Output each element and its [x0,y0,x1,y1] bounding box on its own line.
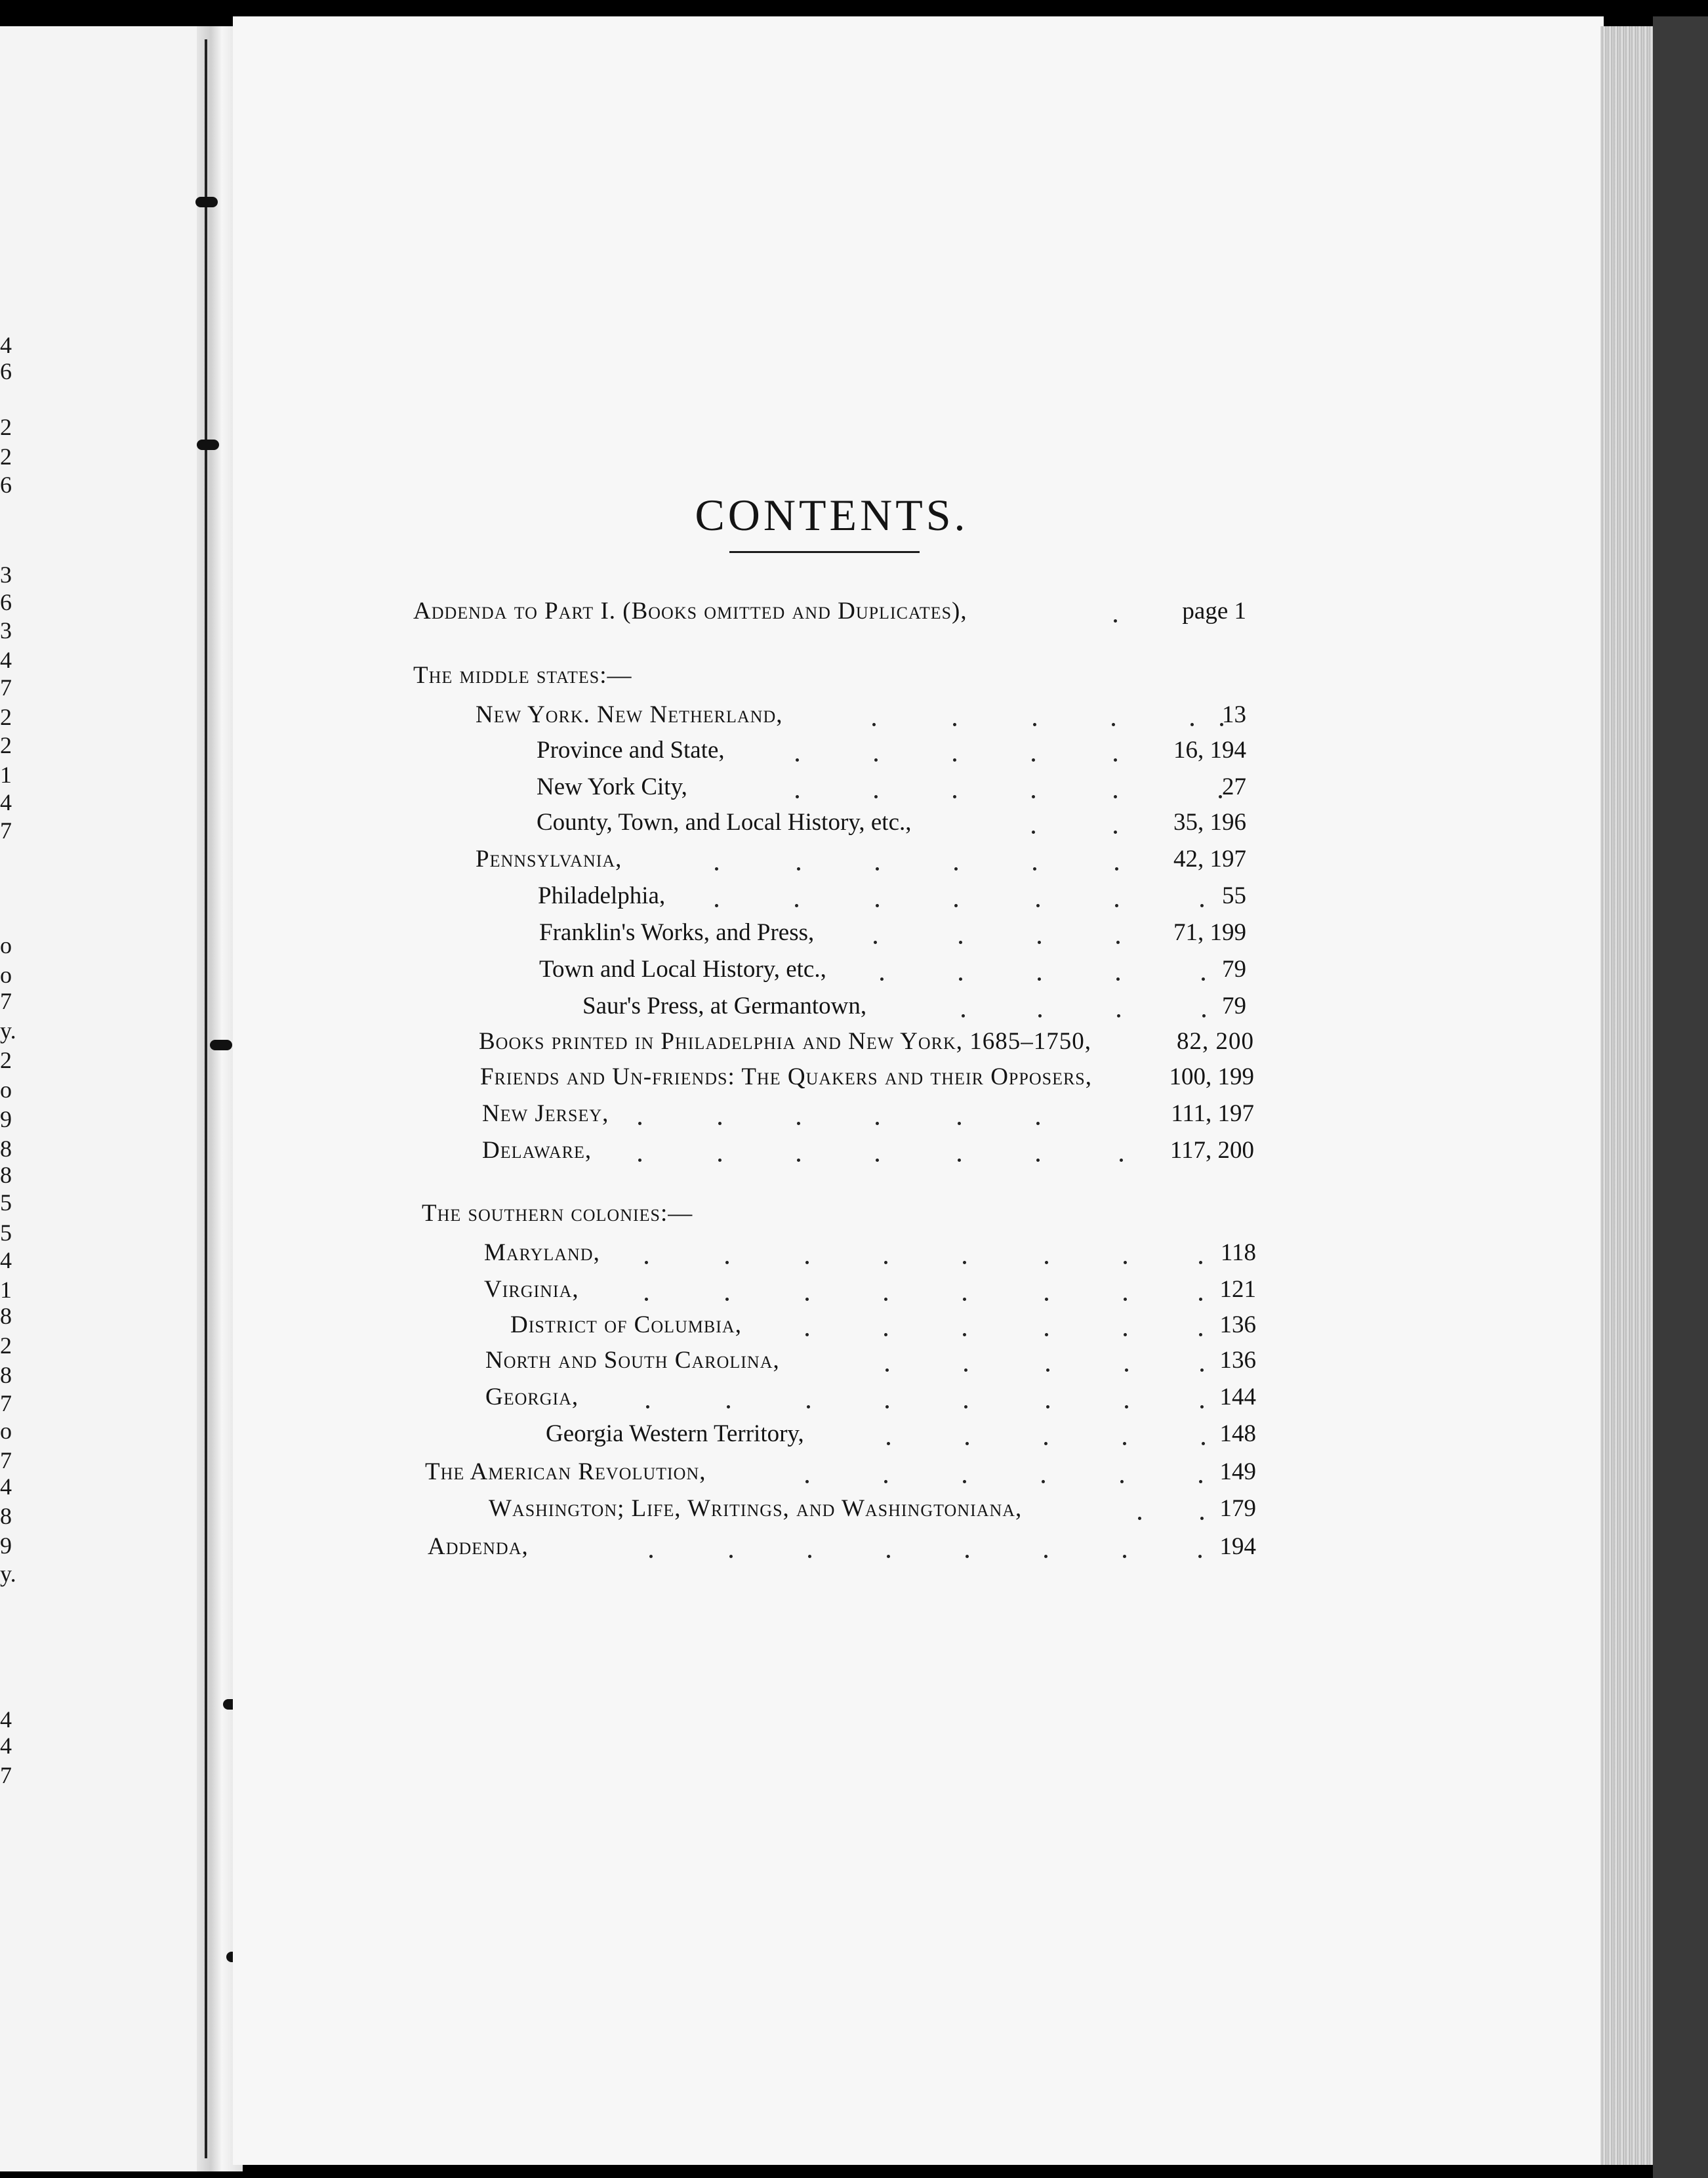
toc-entry-pages: 118 [1220,1239,1256,1266]
margin-number: 3 [0,562,12,588]
toc-entry-label: Saur's Press, at Germantown, [582,993,867,1019]
toc-entry-label: Pennsylvania, [476,846,622,873]
toc-entry-label: New York. New Netherland, [476,701,783,728]
margin-number: 9 [0,1106,12,1132]
margin-number: y. [0,1561,16,1587]
toc-entry-pages: 82, 200 [1177,1028,1254,1055]
toc-entry [479,1027,1254,1060]
margin-number: 4 [0,789,12,815]
margin-number: 9 [0,1532,12,1559]
toc-entry-label: County, Town, and Local History, etc., [537,809,912,836]
margin-number: 4 [0,332,12,358]
toc-entry-label: Maryland, [484,1239,600,1266]
toc-entry-label: Addenda to Part I. (Books omitted and Duplicates), [413,598,967,625]
margin-number: 2 [0,1332,12,1359]
margin-number: o [0,932,12,958]
toc-entry [537,773,1246,806]
margin-number: 6 [0,358,12,384]
toc-entry [546,1420,1256,1452]
margin-number: 7 [0,1390,12,1416]
margin-number: 7 [0,1762,12,1788]
toc-entry [428,1532,1256,1565]
toc-section-heading: The southern colonies:— [422,1200,693,1227]
toc-entry [582,992,1246,1025]
toc-entry-label: Franklin's Works, and Press, [539,919,815,946]
toc-entry [539,955,1246,988]
toc-entry [482,1136,1254,1169]
margin-number: 7 [0,674,12,701]
toc-entry [485,1383,1256,1416]
margin-number: 2 [0,414,12,440]
toc-entry [484,1239,1256,1271]
margin-number: 4 [0,1733,12,1759]
margin-number: 1 [0,762,12,788]
title-rule [729,551,920,553]
margin-number: o [0,1077,12,1103]
margin-number: 5 [0,1220,12,1246]
toc-entry [485,1346,1256,1379]
book-cover-board [1653,16,1708,2178]
toc-entry [510,1311,1256,1344]
toc-entry-label: Province and State, [537,737,725,764]
margin-number: 8 [0,1503,12,1529]
margin-number: 4 [0,647,12,673]
toc-page-label: page [1182,598,1229,625]
toc-entry-label: North and South Carolina, [485,1347,780,1374]
toc-entry-label: Delaware, [482,1137,592,1164]
page-title: CONTENTS. [695,489,969,540]
binding-stitch [197,440,219,450]
binding-thread [205,39,207,2158]
toc-entry-pages: 149 [1219,1458,1256,1485]
margin-number: 7 [0,817,12,844]
toc-entry-pages: 136 [1219,1347,1256,1374]
toc-entry-pages: 111, 197 [1171,1100,1254,1127]
toc-entry-pages: page 1 [1182,598,1246,625]
toc-entry-pages: 79 [1222,956,1246,983]
margin-number: 8 [0,1162,12,1188]
binding-stitch [195,197,218,207]
margin-number: 6 [0,472,12,498]
margin-number: 8 [0,1303,12,1329]
toc-entry [425,1458,1256,1490]
toc-entry-pages: 27 [1222,773,1246,800]
margin-number: 4 [0,1247,12,1273]
toc-entry [480,1063,1254,1096]
toc-entry [476,845,1246,878]
toc-entry-pages: 194 [1219,1533,1256,1560]
margin-number: 8 [0,1362,12,1388]
margin-number: 4 [0,1706,12,1733]
toc-entry-pages: 42, 197 [1173,846,1246,873]
binding-stitch [210,1040,232,1050]
toc-entry-label: Georgia Western Territory, [546,1420,804,1447]
margin-number: 6 [0,589,12,615]
toc-entry-pages: 79 [1222,993,1246,1019]
toc-entry [538,882,1246,914]
margin-number: 3 [0,617,12,644]
toc-entry [489,1494,1256,1527]
toc-entry-pages: 117, 200 [1169,1137,1254,1164]
margin-number: 2 [0,1047,12,1073]
margin-number: 7 [0,1447,12,1473]
toc-entry-label: Philadelphia, [538,882,666,909]
margin-number: 5 [0,1189,12,1216]
margin-number: o [0,962,12,988]
margin-number: y. [0,1017,16,1044]
margin-number: 7 [0,988,12,1014]
toc-entry-label: Virginia, [484,1276,579,1303]
toc-entry-pages: 71, 199 [1173,919,1246,946]
toc-entry-label: Addenda, [428,1533,529,1560]
toc-entry [537,736,1246,769]
left-facing-page [0,26,220,2171]
toc-entry-pages: 16, 194 [1173,737,1246,764]
toc-entry-pages: 100, 199 [1169,1063,1254,1090]
toc-entry [482,1099,1254,1132]
margin-number: o [0,1418,12,1444]
toc-entry [537,808,1246,841]
toc-entry-pages: 136 [1219,1311,1256,1338]
toc-entry-pages: 13 [1222,701,1246,728]
toc-entry-pages: 144 [1219,1384,1256,1410]
toc-section-heading: The middle states:— [413,662,632,689]
margin-number: 2 [0,732,12,758]
toc-entry-label: Georgia, [485,1384,579,1410]
margin-number: 2 [0,443,12,470]
margin-number: 1 [0,1277,12,1303]
toc-entry [539,918,1246,951]
toc-entry-label: District of Columbia, [510,1311,742,1338]
toc-entry-pages: 121 [1219,1276,1256,1303]
margin-number: 8 [0,1136,12,1162]
toc-entry-pages: 35, 196 [1173,809,1246,836]
margin-number: 2 [0,704,12,730]
toc-entry-label: Books printed in Philadelphia and New York, 1685–1750, [479,1028,1092,1055]
margin-number: 4 [0,1473,12,1500]
toc-entry-label: New Jersey, [482,1100,609,1127]
toc-entry [413,597,1246,630]
toc-entry-pages: 148 [1219,1420,1256,1447]
toc-entry-label: Town and Local History, etc., [539,956,826,983]
toc-entry-label: The American Revolution, [425,1458,706,1485]
toc-entry-pages: 179 [1219,1495,1256,1522]
toc-entry [484,1275,1256,1308]
toc-entry [476,701,1246,733]
toc-entry-label: Washington; Life, Writings, and Washingtoniana, [489,1495,1023,1522]
toc-entry-label: Friends and Un-friends: The Quakers and their Opposers, [480,1063,1093,1090]
toc-entry-label: New York City, [537,773,687,800]
toc-entry-pages: 55 [1222,882,1246,909]
